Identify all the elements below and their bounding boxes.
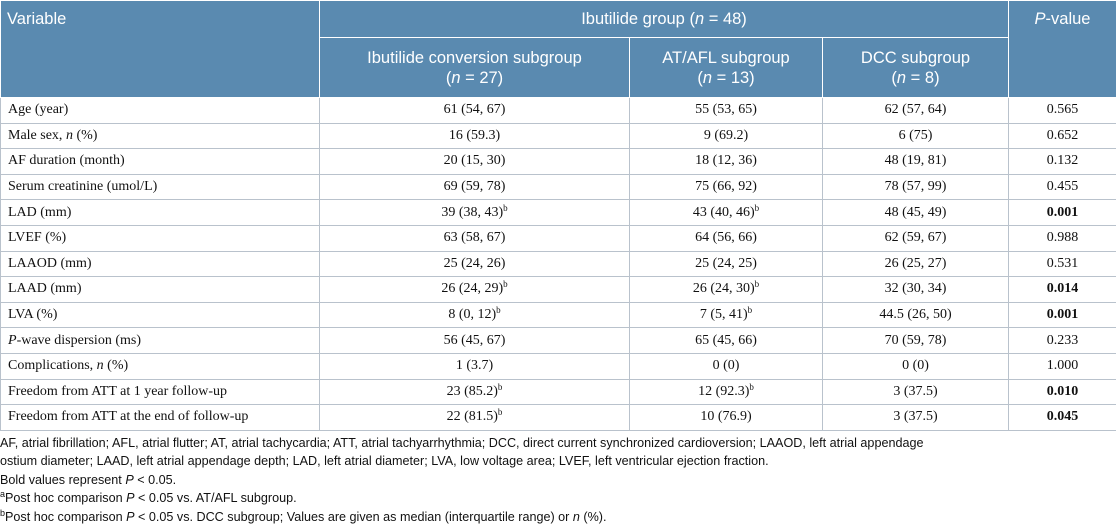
cell-ibutilide-conversion: 26 (24, 29)$^b$ <box>320 277 630 303</box>
cell-at-afl: 10 (76.9) <box>630 405 823 431</box>
table-row <box>1 149 1116 175</box>
cell-p-value: 0.988 <box>1009 225 1116 251</box>
cell-p-value: 0.455 <box>1009 174 1116 200</box>
cell-dcc: 26 (25, 27) <box>823 251 1009 277</box>
table-row <box>1 405 1116 431</box>
header-subgroup-dcc: DCC subgroup (n = 8) <box>823 38 1009 98</box>
cell-ibutilide-conversion: 8 (0, 12)$^b$ <box>320 302 630 328</box>
cell-p-value: 0.652 <box>1009 123 1116 149</box>
cell-ibutilide-conversion: 61 (54, 67) <box>320 98 630 124</box>
cell-dcc: 32 (30, 34) <box>823 277 1009 303</box>
cell-ibutilide-conversion: 22 $(81.5)^b$ <box>320 405 630 431</box>
table-row <box>1 251 1116 277</box>
cell-ibutilide-conversion: 25 (24, 26) <box>320 251 630 277</box>
cell-ibutilide-conversion: 69 (59, 78) <box>320 174 630 200</box>
table-row <box>1 328 1116 354</box>
cell-at-afl: 55 (53, 65) <box>630 98 823 124</box>
cell-at-afl: 9 (69.2) <box>630 123 823 149</box>
cell-p-value: 0.045 <box>1009 405 1116 431</box>
row-label: LAAOD (mm) <box>1 251 320 277</box>
cell-dcc: 3 (37.5) <box>823 379 1009 405</box>
cell-dcc: 6 (75) <box>823 123 1009 149</box>
table-header <box>1 1 1116 98</box>
cell-dcc: 3 (37.5) <box>823 405 1009 431</box>
table-footnotes <box>0 434 1110 526</box>
cell-at-afl: 65 (45, 66) <box>630 328 823 354</box>
cell-dcc: 48 (19, 81) <box>823 149 1009 175</box>
cell-p-value: 0.531 <box>1009 251 1116 277</box>
header-variable: Variable <box>1 1 320 98</box>
row-label: Serum creatinine (umol/L) <box>1 174 320 200</box>
cell-ibutilide-conversion: 63 (58, 67) <box>320 225 630 251</box>
table-row <box>1 379 1116 405</box>
cell-dcc: 44.5 (26, 50) <box>823 302 1009 328</box>
cell-p-value: 0.001 <box>1009 302 1116 328</box>
cell-dcc: 0 (0) <box>823 353 1009 379</box>
cell-dcc: 78 (57, 99) <box>823 174 1009 200</box>
cell-at-afl: 43 (40, 46)$^b$ <box>630 200 823 226</box>
cell-at-afl: 64 (56, 66) <box>630 225 823 251</box>
cell-at-afl: 12 $(92.3)^b$ <box>630 379 823 405</box>
row-label: Age (year) <box>1 98 320 124</box>
cell-ibutilide-conversion: 39 (38, 43)$^b$ <box>320 200 630 226</box>
cell-dcc: 48 (45, 49) <box>823 200 1009 226</box>
cell-dcc: 62 (57, 64) <box>823 98 1009 124</box>
cell-p-value: 0.010 <box>1009 379 1116 405</box>
cell-p-value: 1.000 <box>1009 353 1116 379</box>
cell-p-value: 0.132 <box>1009 149 1116 175</box>
row-label: Complications, n (%) <box>1 353 320 379</box>
cell-dcc: 70 (59, 78) <box>823 328 1009 354</box>
table-row <box>1 123 1116 149</box>
cell-at-afl: 18 (12, 36) <box>630 149 823 175</box>
cell-p-value: 0.565 <box>1009 98 1116 124</box>
header-subgroup-ibutilide-conversion: Ibutilide conversion subgroup (n = 27) <box>320 38 630 98</box>
row-label: AF duration (month) <box>1 149 320 175</box>
row-label: LAAD (mm) <box>1 277 320 303</box>
footnote-abbreviations: AF, atrial fibrillation; AFL, atrial flutter; AT, atrial tachycardia; ATT, atrial tachyarrhythmia; DCC, direct current synchronized cardioversion; LAAOD, left atrial appendage ostium diameter; LAAD, left atrial appendage depth; LAD, left atrial diameter; LVA, low voltage area; LVEF, left ventricular ejection fraction. <box>0 436 924 469</box>
row-label: LVEF (%) <box>1 225 320 251</box>
cell-dcc: 62 (59, 67) <box>823 225 1009 251</box>
footnote-b: $^b$Post hoc comparison P < 0.05 vs. DCC subgroup; Values are given as median (interquartile range) or n (%). <box>0 507 607 524</box>
header-p-value: P-value <box>1009 1 1116 98</box>
row-label: Male sex, n (%) <box>1 123 320 149</box>
table-body <box>1 98 1116 431</box>
header-ibutilide-group: Ibutilide group (n = 48) <box>320 1 1009 38</box>
table-row <box>1 200 1116 226</box>
table-row <box>1 277 1116 303</box>
cell-at-afl: 7 (5, 41)$^b$ <box>630 302 823 328</box>
row-label: LAD (mm) <box>1 200 320 226</box>
table-row <box>1 98 1116 124</box>
cell-p-value: 0.001 <box>1009 200 1116 226</box>
cell-ibutilide-conversion: 16 (59.3) <box>320 123 630 149</box>
table-row <box>1 353 1116 379</box>
cell-at-afl: 25 (24, 25) <box>630 251 823 277</box>
cell-at-afl: 0 (0) <box>630 353 823 379</box>
cell-ibutilide-conversion: 56 (45, 67) <box>320 328 630 354</box>
row-label: Freedom from ATT at 1 year follow-up <box>1 379 320 405</box>
header-subgroup-at-afl: AT/AFL subgroup (n = 13) <box>630 38 823 98</box>
cell-ibutilide-conversion: 23 $(85.2)^b$ <box>320 379 630 405</box>
row-label: Freedom from ATT at the end of follow-up <box>1 405 320 431</box>
table-row <box>1 302 1116 328</box>
cell-p-value: 0.233 <box>1009 328 1116 354</box>
cell-at-afl: 75 (66, 92) <box>630 174 823 200</box>
row-label: P-wave dispersion (ms) <box>1 328 320 354</box>
row-label: LVA (%) <box>1 302 320 328</box>
cell-ibutilide-conversion: 1 (3.7) <box>320 353 630 379</box>
cell-p-value: 0.014 <box>1009 277 1116 303</box>
cell-ibutilide-conversion: 20 (15, 30) <box>320 149 630 175</box>
table-row <box>1 174 1116 200</box>
footnote-a: $^a$Post hoc comparison P < 0.05 vs. AT/AFL subgroup. <box>0 489 297 506</box>
table-row <box>1 225 1116 251</box>
footnote-bold-values: Bold values represent P < 0.05. <box>0 472 177 487</box>
cell-at-afl: 26 (24, 30)$^b$ <box>630 277 823 303</box>
